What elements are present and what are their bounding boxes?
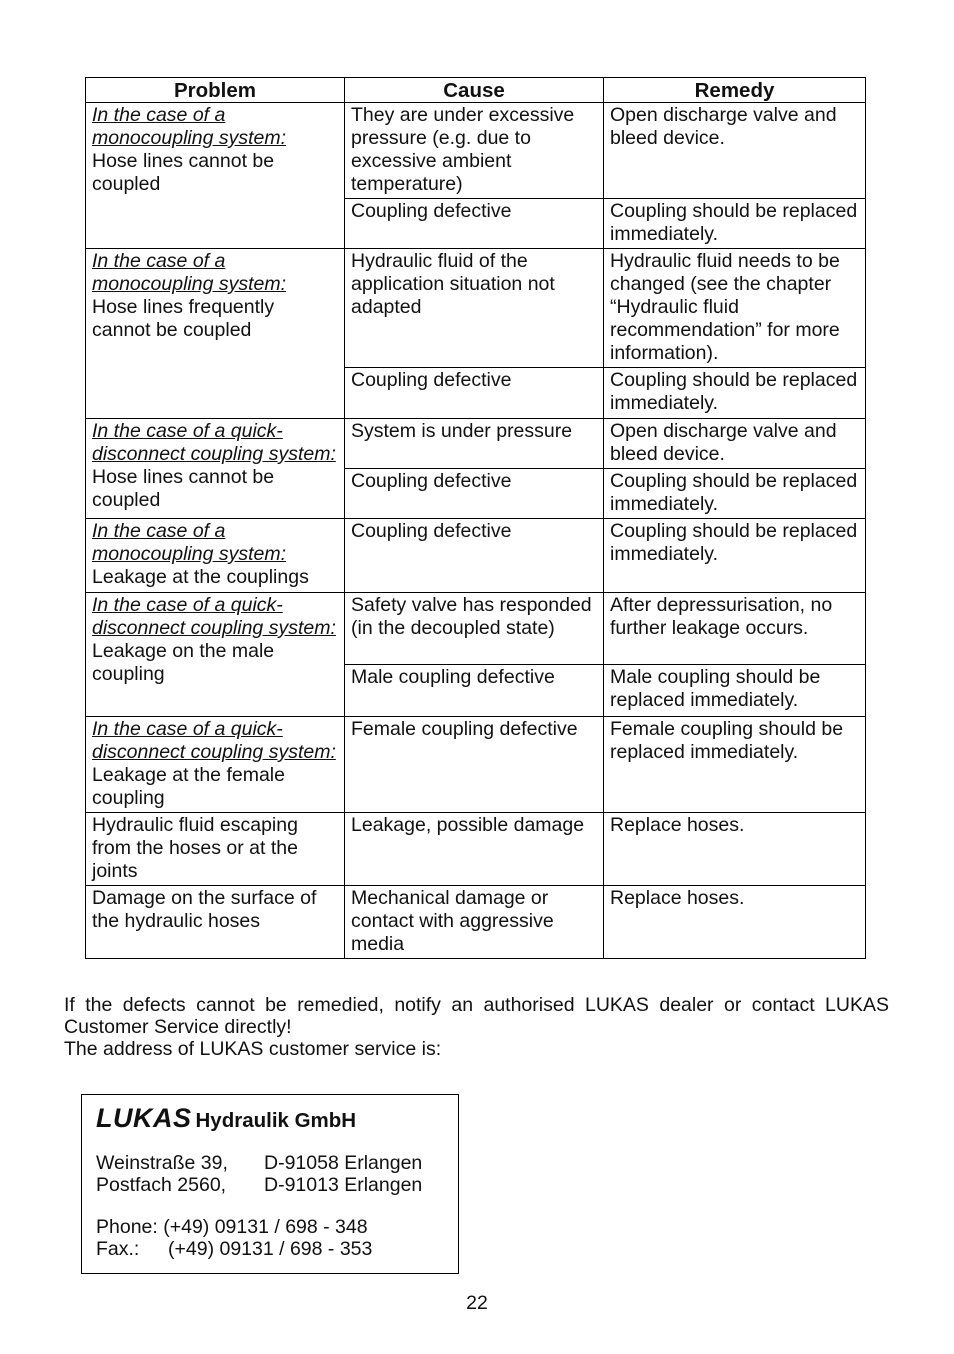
remedy-cell: Open discharge valve and bleed device. [604,419,866,469]
table-header-row [86,78,866,103]
phone-label: Phone: [96,1216,158,1238]
address-street-line [96,1152,422,1174]
page-number: 22 [466,1292,488,1314]
cause-cell: Mechanical damage or contact with aggressive media [345,886,604,959]
remedy-cell: Open discharge valve and bleed device. [604,103,866,199]
address-header [96,1103,356,1134]
table-row [86,103,866,199]
problem-qualifier: In the case of a quick-disconnect coupling system: [92,718,336,763]
address-pobox-line [96,1174,422,1196]
problem-text: Leakage at the female coupling [92,764,285,809]
cause-cell: System is under pressure [345,419,604,469]
remedy-cell: Coupling should be replaced immediately. [604,519,866,593]
remedy-cell: Female coupling should be replaced immediately. [604,717,866,813]
table-row [86,249,866,368]
remedy-cell: After depressurisation, no further leakage occurs. [604,593,866,665]
problem-text: Damage on the surface of the hydraulic hoses [92,887,317,932]
notice-line-1: If the defects cannot be remedied, notify an authorised LUKAS dealer or contact LUKAS Customer Service directly! [64,994,889,1038]
fax-label: Fax.: [96,1238,140,1260]
column-header-remedy: Remedy [604,78,866,103]
lukas-logo: LUKAS [96,1103,192,1133]
table-row [86,419,866,469]
problem-text: Leakage on the male coupling [92,640,275,685]
street-city: D-91058 Erlangen [264,1152,423,1174]
remedy-cell: Replace hoses. [604,813,866,886]
problem-cell [86,519,345,593]
pobox-city: D-91013 Erlangen [264,1174,423,1196]
pobox: Postfach 2560, [96,1174,227,1196]
problem-cell [86,886,345,959]
remedy-cell: Coupling should be replaced immediately. [604,368,866,419]
table-row [86,813,866,886]
cause-cell: Coupling defective [345,519,604,593]
table-body [86,103,866,959]
table-row [86,519,866,593]
problem-cell [86,813,345,886]
address-box [81,1094,459,1274]
problem-text: Hose lines cannot be coupled [92,466,275,511]
notice-text [64,994,889,1060]
problem-text: Hydraulic fluid escaping from the hoses or at the joints [92,814,298,882]
problem-cell [86,419,345,519]
cause-cell: Male coupling defective [345,665,604,717]
phone-number: (+49) 09131 / 698 - 348 [163,1216,368,1238]
cause-cell: Coupling defective [345,368,604,419]
fax-line [96,1238,372,1260]
table-row [86,717,866,813]
problem-qualifier: In the case of a quick-disconnect coupling system: [92,420,336,465]
remedy-cell: Replace hoses. [604,886,866,959]
remedy-cell: Coupling should be replaced immediately. [604,199,866,249]
cause-cell: Safety valve has responded (in the decoupled state) [345,593,604,665]
cause-cell: Leakage, possible damage [345,813,604,886]
street: Weinstraße 39, [96,1152,228,1174]
problem-qualifier: In the case of a monocoupling system: [92,104,287,149]
remedy-cell: Male coupling should be replaced immediately. [604,665,866,717]
column-header-problem: Problem [86,78,345,103]
cause-cell: Coupling defective [345,469,604,519]
problem-cell [86,593,345,717]
cause-cell: Female coupling defective [345,717,604,813]
fax-number: (+49) 09131 / 698 - 353 [168,1238,373,1260]
table-row [86,593,866,665]
remedy-cell: Coupling should be replaced immediately. [604,469,866,519]
problem-text: Hose lines cannot be coupled [92,150,275,195]
column-header-cause: Cause [345,78,604,103]
problem-text: Hose lines frequently cannot be coupled [92,296,275,341]
company-name: Hydraulik GmbH [195,1109,357,1132]
cause-cell: They are under excessive pressure (e.g. due to excessive ambient temperature) [345,103,604,199]
remedy-cell: Hydraulic fluid needs to be changed (see the chapter “Hydraulic fluid recommendation” for more information). [604,249,866,368]
notice-line-2: The address of LUKAS customer service is: [64,1038,442,1060]
problem-qualifier: In the case of a monocoupling system: [92,250,287,295]
cause-cell: Coupling defective [345,199,604,249]
troubleshooting-table [85,77,866,959]
problem-text: Leakage at the couplings [92,566,309,588]
problem-cell [86,103,345,249]
problem-cell [86,249,345,419]
phone-line [96,1216,368,1238]
table-row [86,886,866,959]
problem-cell [86,717,345,813]
problem-qualifier: In the case of a quick-disconnect coupling system: [92,594,336,639]
problem-qualifier: In the case of a monocoupling system: [92,520,287,565]
cause-cell: Hydraulic fluid of the application situation not adapted [345,249,604,368]
